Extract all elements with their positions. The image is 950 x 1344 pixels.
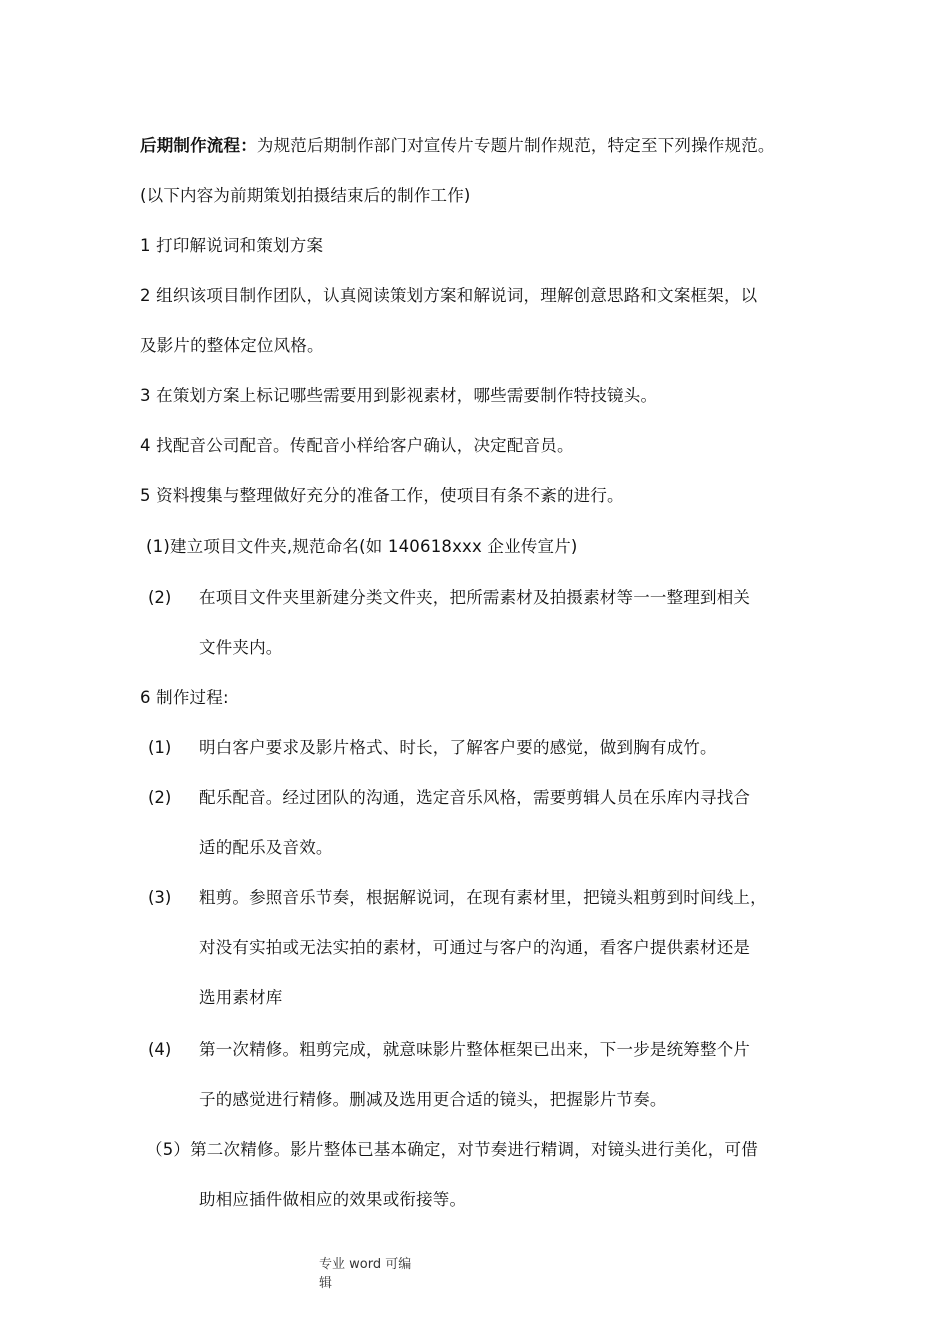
document-title-line: [140, 135, 775, 157]
step-4: 4 找配音公司配音。传配音小样给客户确认，决定配音员。: [140, 436, 574, 455]
process-4-line-1: 第一次精修。粗剪完成，就意味影片整体框架已出来，下一步是统筹整个片: [199, 1040, 751, 1059]
process-4-line-2: 子的感觉进行精修。删减及选用更合适的镜头，把握影片节奏。: [199, 1090, 667, 1109]
step-2-line-2: 及影片的整体定位风格。: [140, 336, 324, 355]
process-1-number: (1): [148, 738, 172, 757]
document-title-description: 为规范后期制作部门对宣传片专题片制作规范，特定至下列操作规范。: [256, 136, 775, 155]
step-5-sub-2-line-1: 在项目文件夹里新建分类文件夹，把所需素材及拍摄素材等一一整理到相关: [199, 588, 751, 607]
process-3-line-1: 粗剪。参照音乐节奏，根据解说词，在现有素材里，把镜头粗剪到时间线上，: [199, 888, 767, 907]
process-3-line-3: 选用素材库: [199, 988, 283, 1007]
process-2-number: (2): [148, 788, 172, 807]
process-4-number: (4): [148, 1040, 172, 1059]
process-3-number: (3): [148, 888, 172, 907]
step-6: 6 制作过程:: [140, 688, 229, 707]
step-1: 1 打印解说词和策划方案: [140, 236, 324, 255]
step-5-sub-2-line-2: 文件夹内。: [199, 638, 283, 657]
process-2-line-1: 配乐配音。经过团队的沟通，选定音乐风格，需要剪辑人员在乐库内寻找合: [199, 788, 751, 807]
process-1-line-1: 明白客户要求及影片格式、时长，了解客户要的感觉，做到胸有成竹。: [199, 738, 717, 757]
footer-line-2: 辑: [319, 1276, 333, 1291]
footer-line-1: 专业 word 可编: [319, 1257, 412, 1272]
intro-note: (以下内容为前期策划拍摄结束后的制作工作): [140, 186, 471, 205]
step-3: 3 在策划方案上标记哪些需要用到影视素材，哪些需要制作特技镜头。: [140, 386, 658, 405]
process-5-line-1: （5）第二次精修。影片整体已基本确定，对节奏进行精调，对镜头进行美化，可借: [146, 1140, 758, 1159]
step-5: 5 资料搜集与整理做好充分的准备工作，使项目有条不紊的进行。: [140, 486, 624, 505]
process-2-line-2: 适的配乐及音效。: [199, 838, 333, 857]
footer-note: [319, 1255, 429, 1293]
document-title: 后期制作流程：: [140, 136, 257, 155]
step-5-sub-1: (1)建立项目文件夹,规范命名(如 140618xxx 企业传宣片): [146, 537, 578, 556]
process-3-line-2: 对没有实拍或无法实拍的素材，可通过与客户的沟通，看客户提供素材还是: [199, 938, 751, 957]
step-2-line-1: 2 组织该项目制作团队，认真阅读策划方案和解说词，理解创意思路和文案框架，以: [140, 286, 758, 305]
process-5-line-2: 助相应插件做相应的效果或衔接等。: [199, 1190, 467, 1209]
step-5-sub-2-number: (2): [148, 588, 172, 607]
